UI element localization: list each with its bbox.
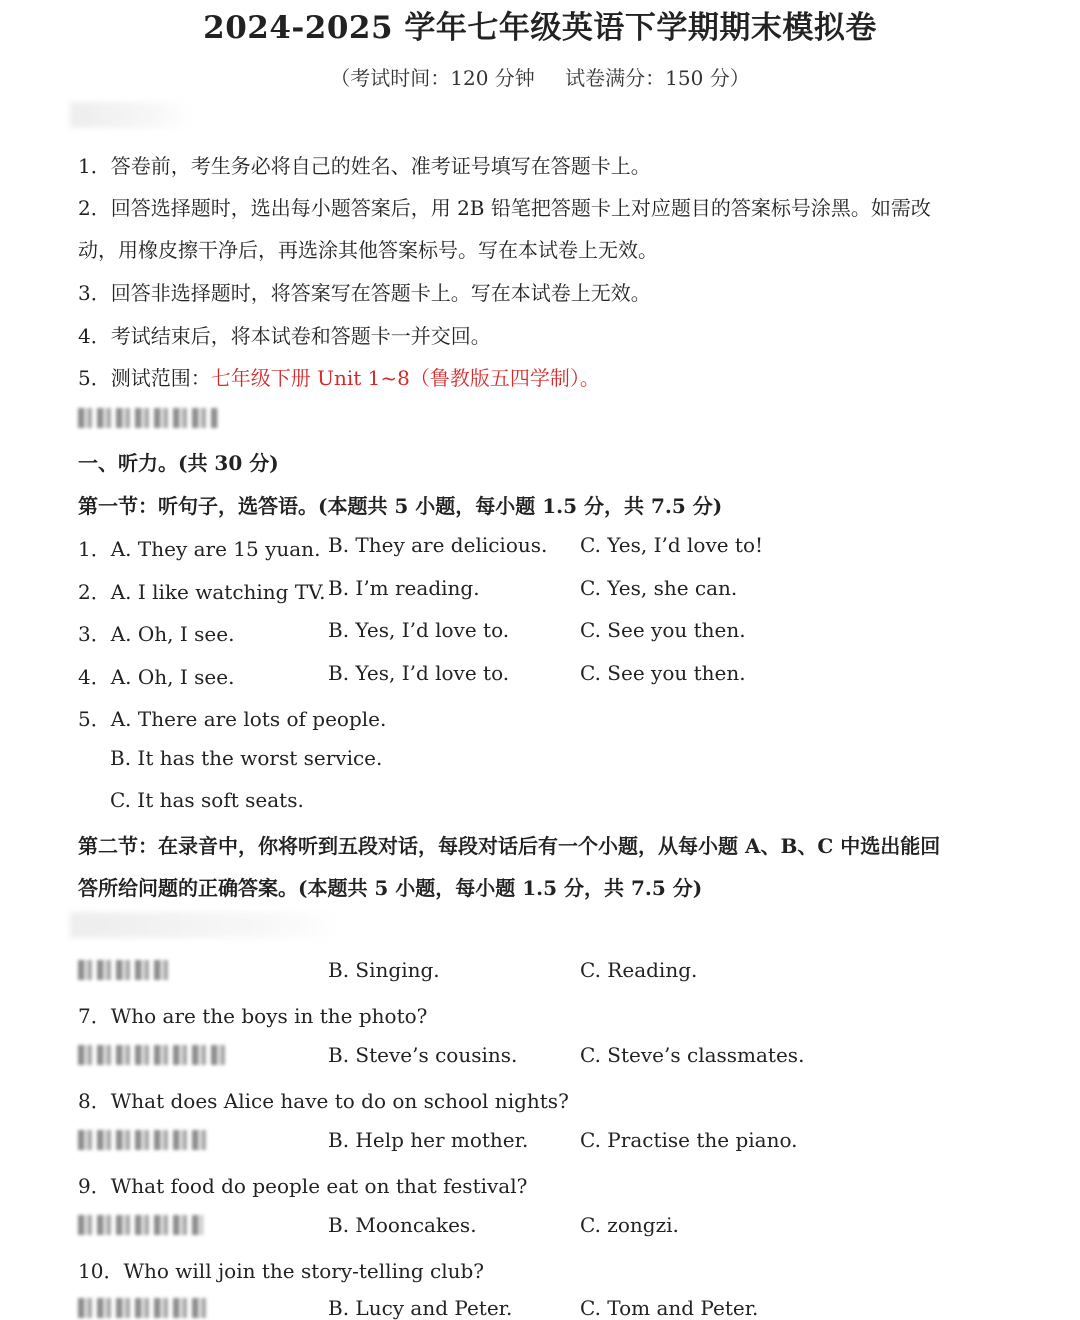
blurred-q9-option-a	[78, 1215, 203, 1235]
q2-option-b: B. I’m reading.	[328, 576, 480, 600]
q10-question: 10．Who will join the story-telling club?	[78, 1259, 485, 1283]
blurred-q8-option-a	[78, 1130, 208, 1150]
blurred-line	[78, 408, 218, 428]
note-2: 2．回答选择题时，选出每小题答案后，用 2B 铅笔把答题卡上对应题目的答案标号涂黑。如需改	[78, 196, 931, 220]
blurred-notice-label	[70, 102, 190, 128]
q9-option-b: B. Mooncakes.	[328, 1213, 477, 1237]
note-5	[78, 362, 600, 391]
exam-full-score: 试卷满分：150 分）	[565, 66, 750, 90]
blurred-q6-option-a	[78, 960, 173, 980]
q4-option-a: 4．A. Oh, I see.	[78, 665, 235, 689]
scope-value: 七年级下册 Unit 1~8（鲁教版五四学制）。	[210, 366, 600, 390]
scope-prefix: 5．测试范围：	[78, 366, 211, 390]
exam-time: （考试时间：120 分钟	[330, 66, 535, 90]
q9-question: 9．What food do people eat on that festival?	[78, 1174, 528, 1198]
note-4: 4．考试结束后，将本试卷和答题卡一并交回。	[78, 324, 491, 348]
q3-option-b: B. Yes, I’d love to.	[328, 618, 510, 642]
q9-option-c: C. zongzi.	[580, 1213, 679, 1237]
blurred-q7-option-a	[78, 1045, 228, 1065]
q7-option-b: B. Steve’s cousins.	[328, 1043, 518, 1067]
q8-option-b: B. Help her mother.	[328, 1128, 529, 1152]
q6-option-b: B. Singing.	[328, 958, 440, 982]
exam-title: 2024-2025 学年七年级英语下学期期末模拟卷	[203, 10, 877, 46]
q5-option-a: 5．A. There are lots of people.	[78, 707, 387, 731]
blurred-q6-question	[70, 912, 340, 938]
note-1: 1．答卷前，考生务必将自己的姓名、准考证号填写在答题卡上。	[78, 154, 651, 178]
note-3: 3．回答非选择题时，将答案写在答题卡上。写在本试卷上无效。	[78, 281, 651, 305]
q2-option-a: 2．A. I like watching TV.	[78, 580, 326, 604]
q8-question: 8．What does Alice have to do on school nights?	[78, 1089, 569, 1113]
note-2-continued: 动，用橡皮擦干净后，再选涂其他答案标号。写在本试卷上无效。	[78, 238, 658, 262]
q7-question: 7．Who are the boys in the photo?	[78, 1004, 428, 1028]
q1-option-b: B. They are delicious.	[328, 533, 548, 557]
part1-heading: 第一节：听句子，选答语。(本题共 5 小题，每小题 1.5 分，共 7.5 分)	[78, 494, 723, 518]
q3-option-a: 3．A. Oh, I see.	[78, 622, 235, 646]
q1-option-a: 1．A. They are 15 yuan.	[78, 537, 321, 561]
q8-option-c: C. Practise the piano.	[580, 1128, 798, 1152]
q4-option-b: B. Yes, I’d love to.	[328, 661, 510, 685]
q10-option-c: C. Tom and Peter.	[580, 1296, 759, 1320]
q3-option-c: C. See you then.	[580, 618, 746, 642]
q10-option-b: B. Lucy and Peter.	[328, 1296, 513, 1320]
section-listening-heading: 一、听力。(共 30 分)	[78, 451, 279, 475]
blurred-q10-option-a	[78, 1298, 208, 1318]
q2-option-c: C. Yes, she can.	[580, 576, 738, 600]
q6-option-c: C. Reading.	[580, 958, 698, 982]
q5-option-b: B. It has the worst service.	[110, 746, 383, 770]
q7-option-c: C. Steve’s classmates.	[580, 1043, 805, 1067]
exam-subtitle	[0, 62, 1080, 91]
part2-heading-line2: 答所给问题的正确答案。(本题共 5 小题，每小题 1.5 分，共 7.5 分)	[78, 876, 703, 900]
q1-option-c: C. Yes, I’d love to!	[580, 533, 764, 557]
q4-option-c: C. See you then.	[580, 661, 746, 685]
part2-heading-line1: 第二节：在录音中，你将听到五段对话，每段对话后有一个小题，从每小题 A、B、C 中选出能回	[78, 834, 941, 858]
q5-option-c: C. It has soft seats.	[110, 788, 304, 812]
